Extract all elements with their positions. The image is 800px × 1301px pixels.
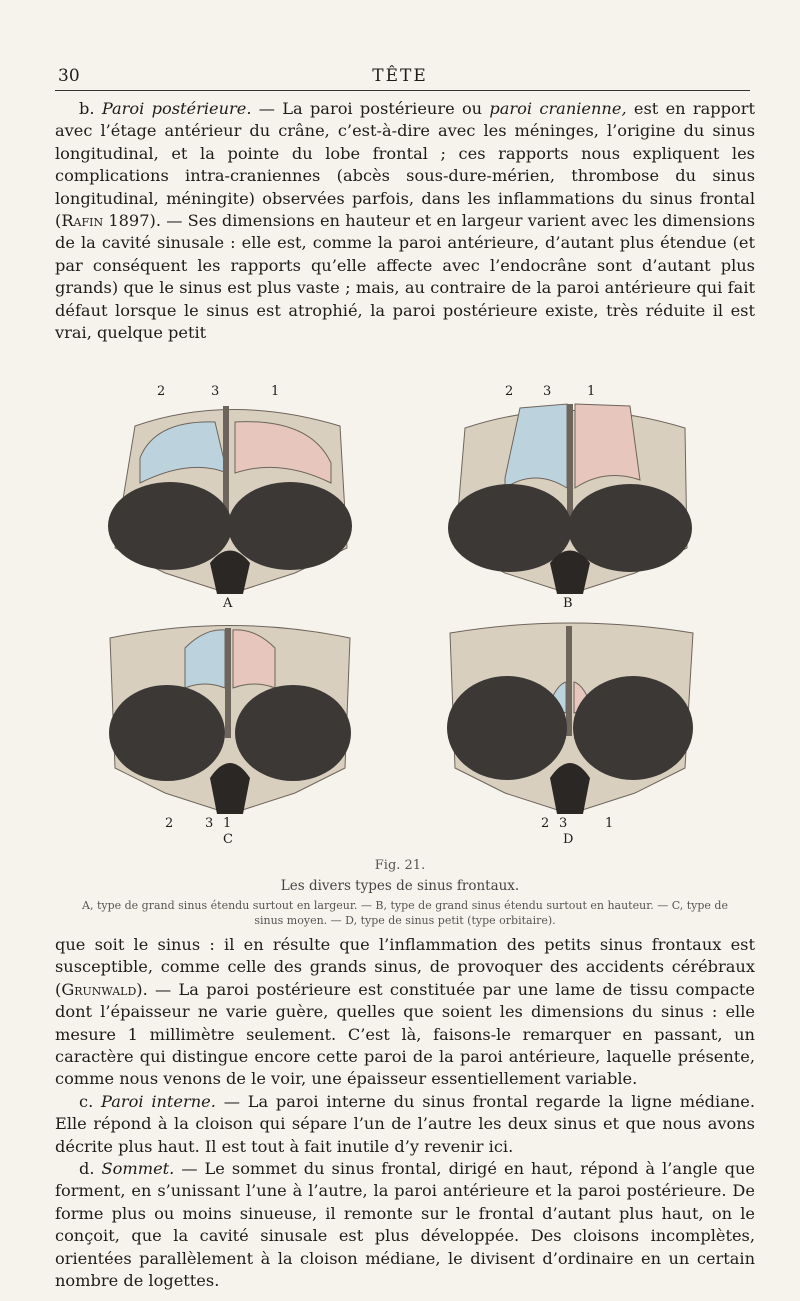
section-title-sommet: Sommet. xyxy=(101,1159,175,1179)
section-label-d: d. xyxy=(79,1159,95,1179)
body-text: que soit le sinus : il en résulte que l’inflammation des petits sinus frontaux est susceptible, comme celle des grands sinus, de provoquer des accidents cérébraux ( xyxy=(55,935,755,999)
label-number: 3 xyxy=(205,816,214,831)
body-text: 1897). — Ses dimensions en hauteur et en largeur varient avec les dimensions de la cavité sinusale : elle est, comme la paroi antérieure, d’autant plus étendue (et par conséquent les rapports qu’elle affecte avec l’endocrâne sont d’autant plus grands) que le sinus est plus vaste ; mais, au contraire de la paroi antérieure qui fait défaut lorsque le sinus est atrophié, la paroi postérieure existe, très réduite il est vrai, quelque petit xyxy=(55,211,755,343)
figure-label: Fig. 21. xyxy=(374,858,426,873)
label-number: 3 xyxy=(543,384,552,399)
skull-illustration-a xyxy=(95,398,365,594)
skull-illustration-b xyxy=(435,398,705,594)
figure-caption: Les divers types de sinus frontaux. xyxy=(280,878,520,894)
page-number: 30 xyxy=(58,66,80,86)
term-paroi-cranienne: paroi cranienne, xyxy=(489,99,627,118)
paragraph-paroi-interne xyxy=(55,1091,755,1158)
section-label-b: b. xyxy=(79,99,95,118)
skull-illustration-d xyxy=(435,618,705,814)
header-rule xyxy=(55,90,750,91)
section-title-paroi-interne: Paroi interne. xyxy=(101,1091,216,1111)
section-title-paroi-posterieure: Paroi postérieure. xyxy=(101,99,252,118)
label-number: 1 xyxy=(605,816,614,831)
skull-illustration-c xyxy=(95,618,365,814)
panel-letter-b: B xyxy=(563,596,573,611)
figure-legend: A, type de grand sinus étendu surtout en largeur. — B, type de grand sinus étendu surtout en hauteur. — C, type de sinus moyen. — D, type de sinus petit (type orbitaire). xyxy=(82,899,728,927)
body-text: — Le sommet du sinus frontal, dirigé en haut, répond à l’angle que forment, en s’unissant l’une à l’autre, la paroi antérieure et la paroi postérieure. De forme plus ou moins sinueuse, il remonte sur le frontal d’autant plus haut, on le conçoit, que la cavité sinusale est plus développée. Des cloisons incomplètes, orientées parallèlement à la cloison médiane, le divisent d’ordinaire en un certain nombre de logettes. xyxy=(55,1159,756,1291)
author-ref-grunwald: Grunwald xyxy=(61,979,137,999)
paragraph-continuation xyxy=(55,934,755,1293)
body-text: — La paroi interne du sinus frontal regarde la ligne médiane. Elle répond à la cloison qui sépare l’un de l’autre les deux sinus et que nous avons décrite plus haut. Il est tout à fait inutile d’y revenir ici. xyxy=(55,1091,755,1156)
panel-b xyxy=(435,384,705,611)
body-text: ). — La paroi postérieure est constituée par une lame de tissu compacte dont l’épaisseur ne varie guère, quelles que soient les dimensions du sinus : elle mesure 1 millimètre seulement. C’est là, faisons-le remarquer en passant, un caractère qui distingue encore cette paroi de la paroi antérieure, laquelle présente, comme nous venons de le voir, une épaisseur essentiellement variable. xyxy=(55,979,755,1089)
label-number: 2 xyxy=(541,816,550,831)
panel-letter-d: D xyxy=(563,832,574,847)
body-text: est en rapport avec l’étage antérieur du crâne, c’est-à-dire avec les méninges, l’origine du sinus longitudinal, et la pointe du lobe frontal ; ces rapports nous expliquent les complications intra-craniennes (abcès sous-dure-mérien, thrombose du sinus longitudinal, méningite) observées parfois, dans les inflammations du sinus frontal ( xyxy=(55,99,755,231)
panel-a xyxy=(95,384,365,611)
label-number: 2 xyxy=(165,816,174,831)
label-number: 2 xyxy=(505,384,514,399)
label-number: 3 xyxy=(559,816,568,831)
panel-d xyxy=(435,618,705,847)
label-number: 2 xyxy=(157,384,166,399)
label-number: 1 xyxy=(587,384,596,399)
running-title: TÊTE xyxy=(372,66,428,86)
figure-sinus-frontaux xyxy=(55,380,755,850)
label-number: 1 xyxy=(271,384,280,399)
body-text: — La paroi postérieure ou xyxy=(251,99,490,118)
label-number: 3 xyxy=(211,384,220,399)
paragraph-paroi-posterieure xyxy=(55,98,755,344)
panel-letter-c: C xyxy=(223,832,233,847)
panel-letter-a: A xyxy=(223,596,233,611)
author-ref-rafin: Rafin xyxy=(61,211,104,231)
label-number: 1 xyxy=(223,816,232,831)
paragraph-sommet xyxy=(55,1158,755,1292)
section-label-c: c. xyxy=(79,1091,94,1111)
panel-c xyxy=(95,618,365,847)
